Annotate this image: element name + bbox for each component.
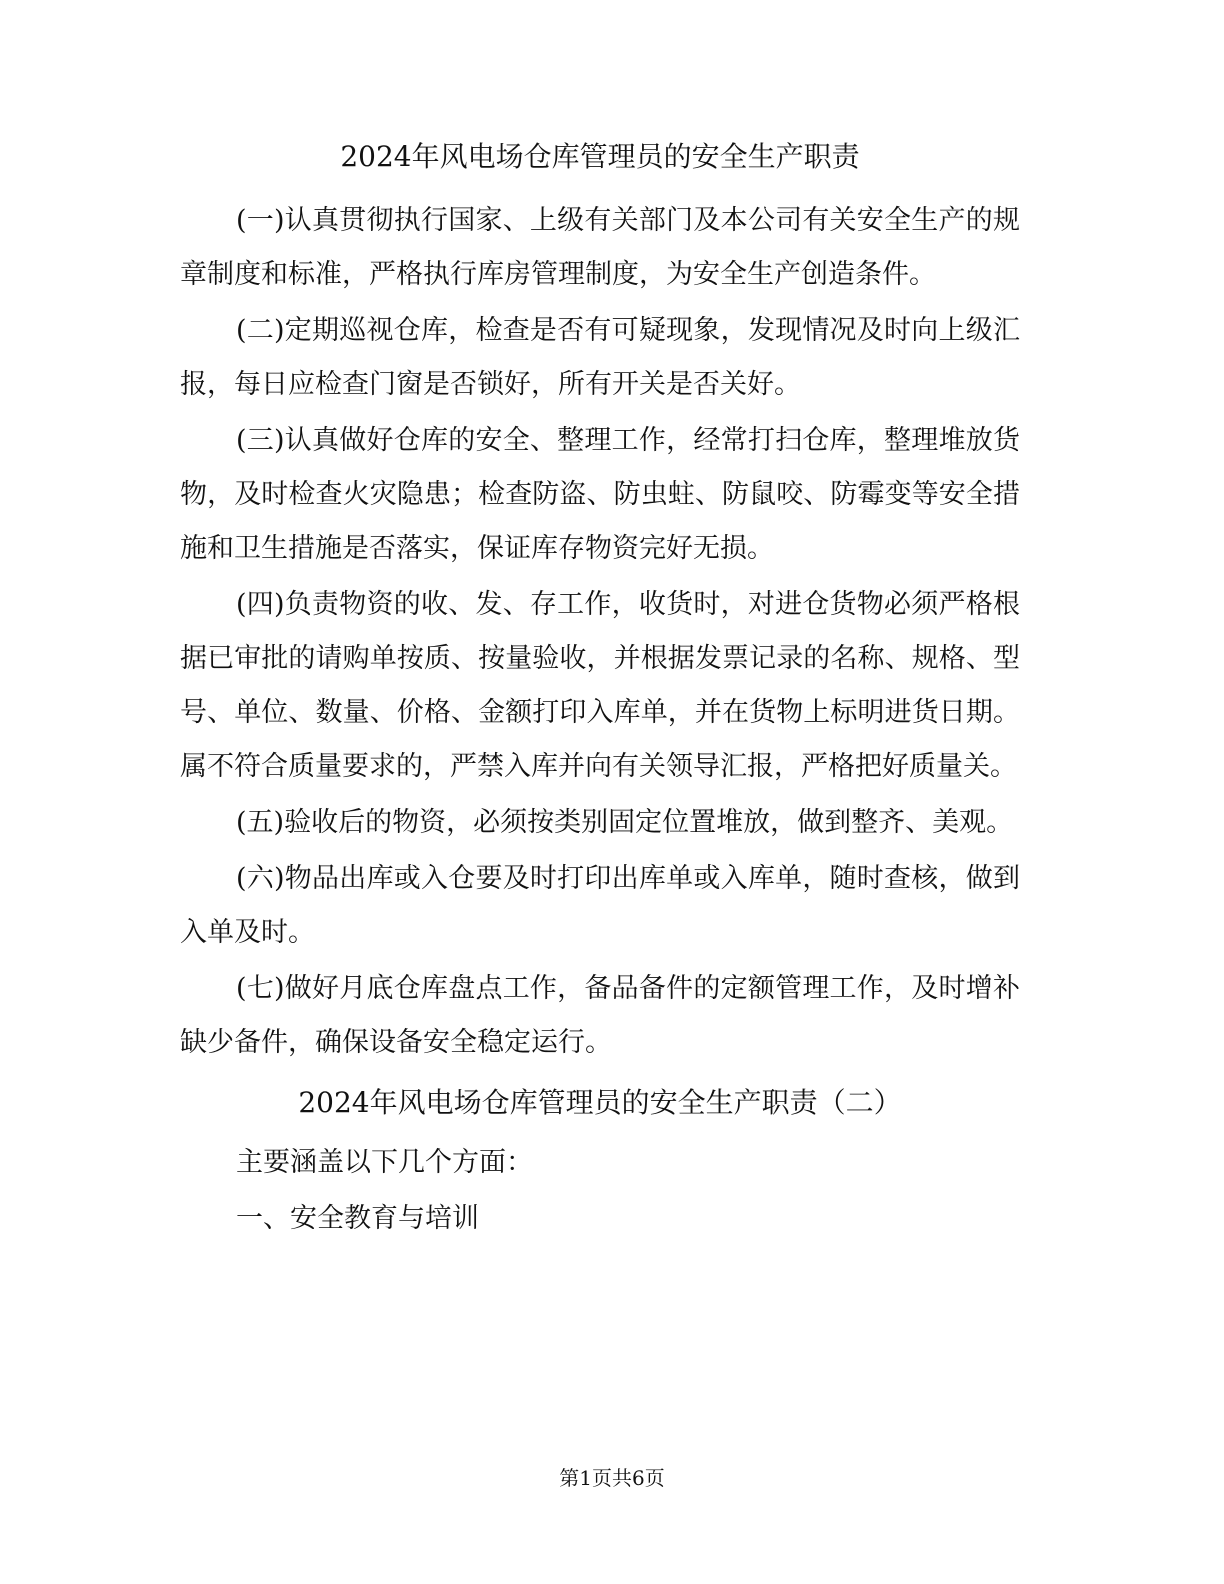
document-body [180,134,1020,1248]
paragraph-4: (四)负责物资的收、发、存工作，收货时，对进仓货物必须严格根据已审批的请购单按质、按量验收，并根据发票记录的名称、规格、型号、单位、数量、价格、金额打印入库单，并在货物上标明进货日期。属不符合质量要求的，严禁入库并向有关领导汇报，严格把好质量关。 [180,589,1020,782]
paragraph-7: (七)做好月底仓库盘点工作，备品备件的定额管理工作，及时增补缺少备件，确保设备安全稳定运行。 [180,973,1020,1058]
paragraph-3: (三)认真做好仓库的安全、整理工作，经常打扫仓库，整理堆放货物，及时检查火灾隐患；检查防盗、防虫蛀、防鼠咬、防霉变等安全措施和卫生措施是否落实，保证库存物资完好无损。 [180,425,1020,564]
page-number-footer: 第1页共6页 [559,1466,665,1490]
section-title-2: 2024年风电场仓库管理员的安全生产职责（二） [298,1086,902,1119]
intro-paragraph: 主要涵盖以下几个方面： [236,1147,533,1178]
section-heading-1: 一、安全教育与培训 [236,1203,479,1234]
paragraph-5: (五)验收后的物资，必须按类别固定位置堆放，做到整齐、美观。 [236,807,1014,838]
paragraph-2: (二)定期巡视仓库，检查是否有可疑现象，发现情况及时向上级汇报，每日应检查门窗是否锁好，所有开关是否关好。 [180,315,1020,400]
paragraph-6: (六)物品出库或入仓要及时打印出库单或入库单，随时查核，做到入单及时。 [180,863,1020,948]
document-title: 2024年风电场仓库管理员的安全生产职责 [340,140,860,173]
paragraph-1: (一)认真贯彻执行国家、上级有关部门及本公司有关安全生产的规章制度和标准，严格执行库房管理制度，为安全生产创造条件。 [180,205,1020,290]
